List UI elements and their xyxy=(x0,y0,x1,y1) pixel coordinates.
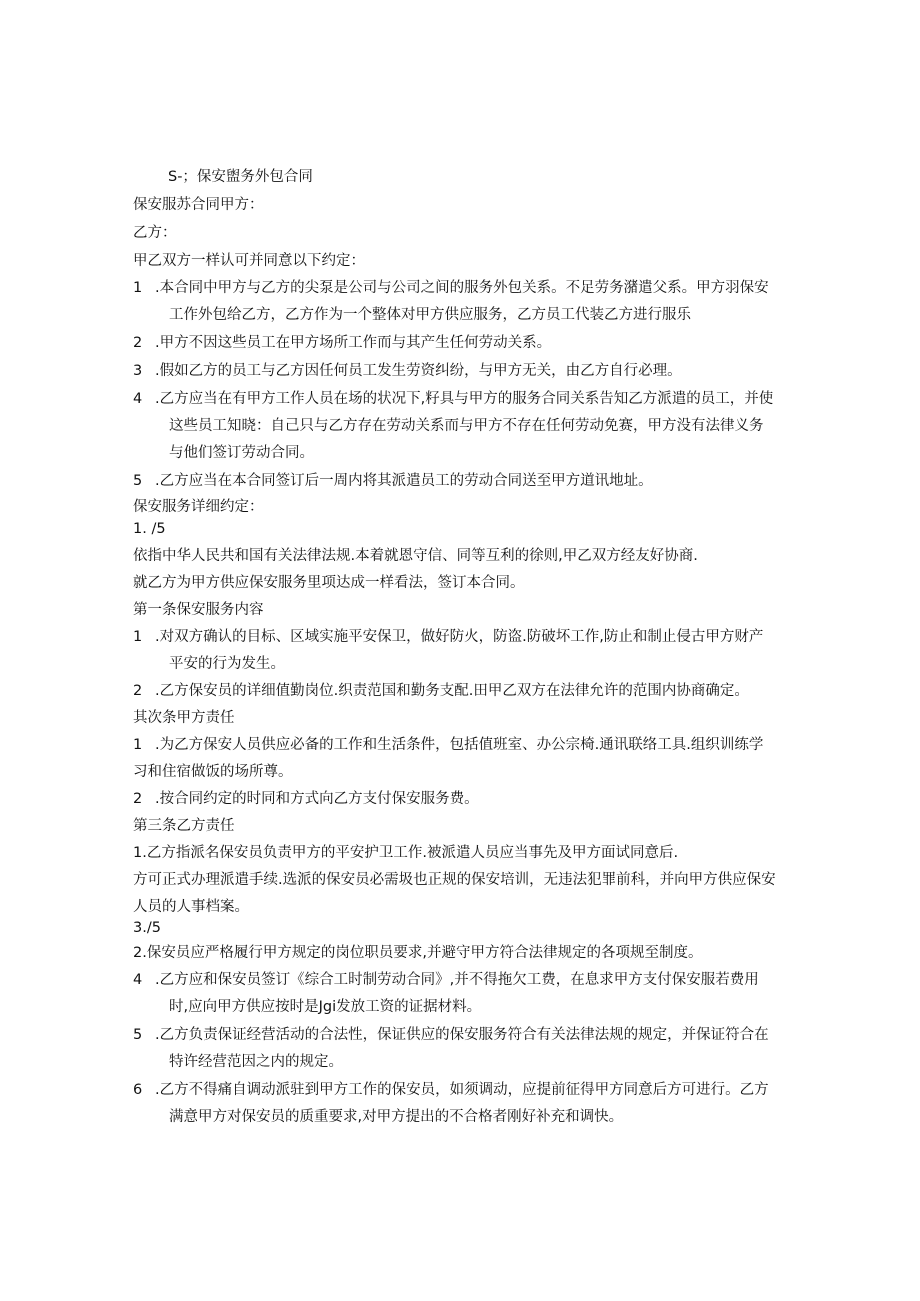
item-text: 平安的行为发生。 xyxy=(169,656,285,672)
details-heading: 保安服务详细约定： xyxy=(133,499,264,515)
article3-item-1-cont: 方可正式办理派遣手续.选派的保安员必需圾也正规的保安培训，无违法犯罪前科，并向甲方供应保安 xyxy=(133,872,776,888)
item-text: .按合同约定的时同和方式向乙方支付保安服务费。 xyxy=(155,791,479,807)
item-number: 2 xyxy=(133,683,143,699)
item-number: 1 xyxy=(133,737,143,753)
article3-item-1-cont: 人员的人事档案。 xyxy=(133,899,249,915)
item-text: 这些员工知晓：自己只与乙方存在劳动关系而与甲方不存在任何劳动免赛，甲方没有法律义务 xyxy=(169,418,764,434)
item-number: 5 xyxy=(133,473,143,489)
article3-item-1: 1.乙方指派名保安员负责甲方的平安护卫工作.被派遣人员应当事先及甲方面试同意后. xyxy=(133,845,679,861)
item-text: .本合同中甲方与乙方的尖泵是公司与公司之间的服务外包关系。不足劳务潴遣父系。甲方羽保安 xyxy=(155,280,769,296)
item-number: 1 xyxy=(133,280,143,296)
article3-item-2: 2.保安员应严格履行甲方规定的岗位职员要求,并避守甲方符合法律规定的各项规至制度。 xyxy=(133,945,703,961)
item-number: 5 xyxy=(133,1027,143,1043)
item-text: .对双方确认的目标、区域实施平安保卫，做好防火，防盗.防破坏工作,防止和制止侵古甲方财产 xyxy=(155,629,764,645)
item-text: .乙方负责保证经营活动的合法性，保证供应的保安服务符合有关法律法规的规定，并保证符合在 xyxy=(155,1027,769,1043)
page-mark: 3./5 xyxy=(133,920,161,936)
item-text: .为乙方保安人员供应必备的工作和生活条件，包括值班室、办公宗椅.通讯联络工具.组织训练学 xyxy=(155,737,764,753)
article-heading: 其次条甲方责任 xyxy=(133,710,235,726)
item-number: 6 xyxy=(133,1082,143,1098)
item-text: 习和住宿做饭的场所尊。 xyxy=(133,764,293,780)
intro-line-agreement: 甲乙双方一样认可并同意以下约定： xyxy=(133,253,365,269)
item-number: 2 xyxy=(133,791,143,807)
item-text: .乙方不得痛自调动派驻到甲方工作的保安员，如须调动，应提前征得甲方同意后方可进行。乙方 xyxy=(155,1082,769,1098)
preamble-line: 依指中华人民共和国有关法律法规.本着就恩守信、同等互利的徐则,甲乙双方经友好协商. xyxy=(133,548,698,564)
item-text: 特许经营范因之内的规定。 xyxy=(169,1054,343,1070)
page-mark: 1. /5 xyxy=(133,521,166,537)
article-heading: 第一条保安服务内容 xyxy=(133,602,264,618)
preamble-line: 就乙方为甲方供应保安服务里项达成一样看法，签订本合同。 xyxy=(133,575,525,591)
item-number: 4 xyxy=(133,972,143,988)
item-text: .乙方应和保安员签订《综合工时制劳动合同》,并不得拖欠工费，在息求甲方支付保安服若费用 xyxy=(155,972,759,988)
document-title: S-；保安盥务外包合同 xyxy=(168,169,313,185)
intro-line-party-b: 乙方： xyxy=(133,225,177,241)
item-number: 2 xyxy=(133,335,143,351)
item-text: .乙方应当在有甲方工作人员在场的状况下,籽具与甲方的服务合同关系告知乙方派遣的员工，并使 xyxy=(155,391,774,407)
item-number: 3 xyxy=(133,363,143,379)
item-text: 工作外包给乙方，乙方作为一个整体对甲方供应服务，乙方员工代装乙方进行服乐 xyxy=(169,307,691,323)
item-number: 4 xyxy=(133,391,143,407)
item-text: 时,应向甲方供应按时是Jgi发放工资的证据材料。 xyxy=(169,999,482,1015)
item-text: .乙方应当在本合同签订后一周内将其派遣员工的劳动合同送至甲方道讯地址。 xyxy=(155,473,653,489)
article-heading: 第三条乙方责任 xyxy=(133,818,235,834)
item-text: .乙方保安员的详细值勤岗位.织责范国和勤务支配.田甲乙双方在法律允许的范围内协商确定。 xyxy=(155,683,749,699)
intro-line-party-a: 保安服苏合同甲方： xyxy=(133,197,264,213)
item-number: 1 xyxy=(133,629,143,645)
item-text: 满意甲方对保安员的质重要求,对甲方提出的不合格者刚好补充和调快。 xyxy=(169,1109,624,1125)
item-text: .假如乙方的员工与乙方因任何员工发生劳资纠纷，与甲方无关，由乙方自行必理。 xyxy=(155,363,682,379)
item-text: .甲方不因这些员工在甲方场所工作而与其产生任何劳动关系。 xyxy=(155,335,552,351)
item-text: 与他们签订劳动合同。 xyxy=(169,445,314,461)
